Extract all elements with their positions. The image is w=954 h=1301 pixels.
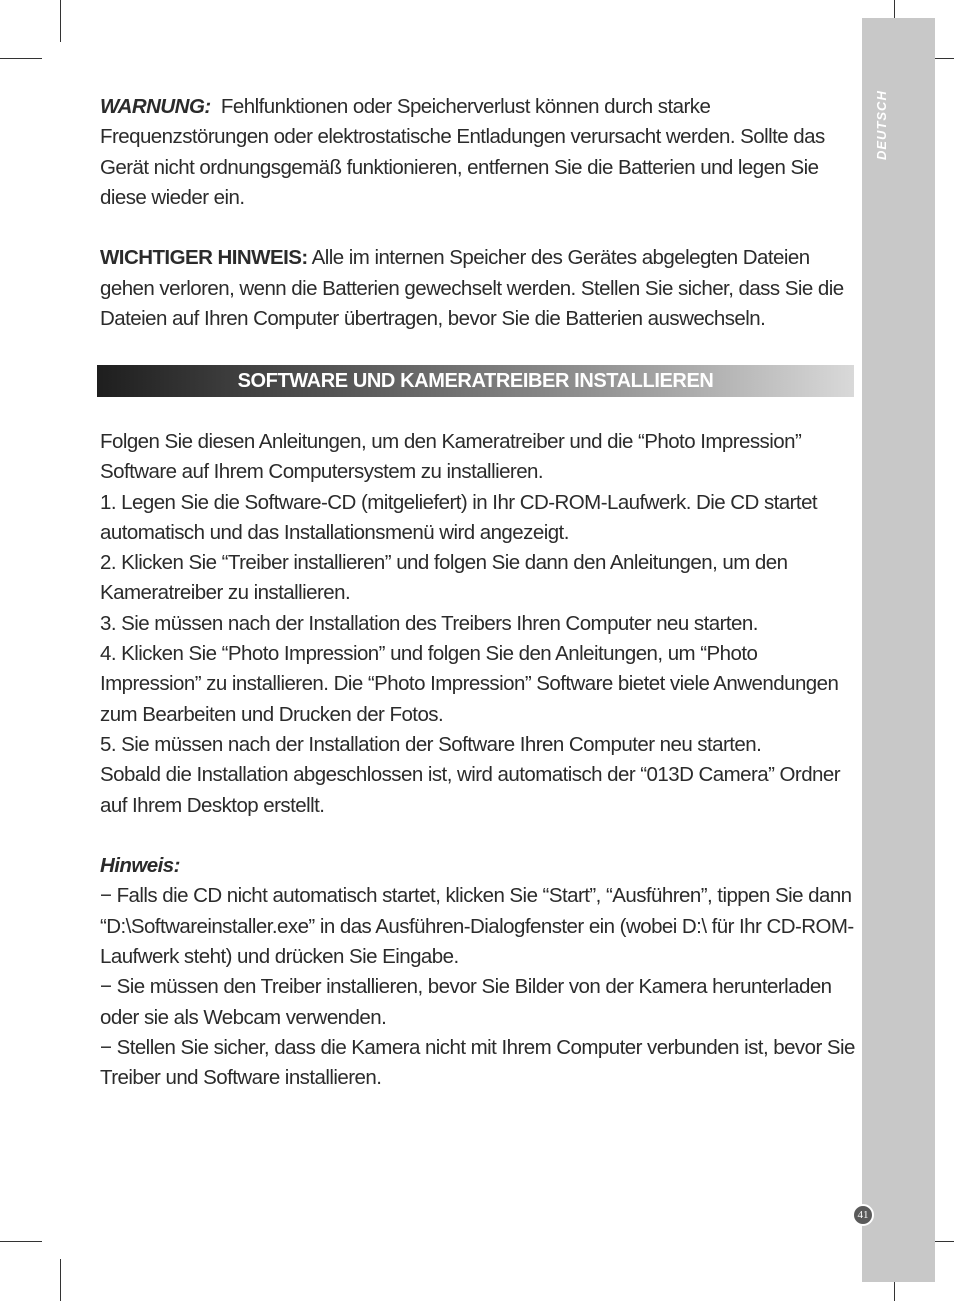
important-paragraph xyxy=(100,243,860,334)
section-heading-bar xyxy=(97,365,854,397)
language-label: DEUTSCH xyxy=(874,90,889,160)
note-item: − Falls die CD nicht automatisch startet, klicken Sie “Start”, “Ausführen”, tippen Sie dann “D:\Softwareinstaller.exe” in das Ausführen-Dialogfenster ein (wobei D:\ für Ihr CD-ROM-Laufwerk steht) und drücken Sie Eingabe. xyxy=(100,884,854,969)
warning-label: WARNUNG: xyxy=(100,95,211,118)
note-item: − Sie müssen den Treiber installieren, bevor Sie Bilder von der Kamera herunterladen oder sie als Webcam verwenden. xyxy=(100,975,832,1029)
install-instructions xyxy=(100,427,860,821)
install-step: 5. Sie müssen nach der Installation der Software Ihren Computer neu starten. xyxy=(100,732,762,756)
install-step: 4. Klicken Sie “Photo Impression” und folgen Sie den Anleitungen, um “Photo Impression” zu installieren. Die “Photo Impression” Software bietet viele Anwendungen zum Bearbeiten und Drucken der Fotos. xyxy=(100,642,839,726)
warning-paragraph xyxy=(100,92,860,213)
notice-section xyxy=(100,92,860,334)
install-step: 3. Sie müssen nach der Installation des Treibers Ihren Computer neu starten. xyxy=(100,611,758,635)
install-step: 2. Klicken Sie “Treiber installieren” und folgen Sie dann den Anleitungen, um den Kameratreiber zu installieren. xyxy=(100,551,788,605)
notes-label: Hinweis: xyxy=(100,854,180,878)
install-step: Sobald die Installation abgeschlossen ist, wird automatisch der “013D Camera” Ordner auf Ihrem Desktop erstellt. xyxy=(100,763,841,817)
install-section xyxy=(100,427,860,1094)
important-text: Alle im internen Speicher des Gerätes abgelegten Dateien gehen verloren, wenn die Batterien gewechselt werden. Stellen Sie sicher, dass Sie die Dateien auf Ihren Computer übertragen, bevor Sie die Batterien auswechseln. xyxy=(100,246,844,331)
install-intro: Folgen Sie diesen Anleitungen, um den Kameratreiber und die “Photo Impression” Software auf Ihrem Computersystem zu installieren. xyxy=(100,430,802,484)
important-label: WICHTIGER HINWEIS: xyxy=(100,246,308,270)
crop-mark xyxy=(60,1259,61,1301)
note-item: − Stellen Sie sicher, dass die Kamera nicht mit Ihrem Computer verbunden ist, bevor Sie Treiber und Software installieren. xyxy=(100,1035,855,1090)
language-sidebar xyxy=(862,18,935,1282)
section-title: SOFTWARE UND KAMERATREIBER INSTALLIEREN xyxy=(237,370,714,392)
crop-mark xyxy=(60,0,61,42)
install-step: 1. Legen Sie die Software-CD (mitgeliefert) in Ihr CD-ROM-Laufwerk. Die CD startet automatisch und das Installationsmenü wird angezeigt. xyxy=(100,490,818,544)
page-number: 41 xyxy=(852,1204,874,1226)
crop-mark xyxy=(0,58,42,59)
notes-block xyxy=(100,851,860,1093)
crop-mark xyxy=(0,1241,42,1242)
warning-text: Fehlfunktionen oder Speicherverlust können durch starke Frequenzstörungen oder elektrostatische Entladungen verursacht werden. Sollte das Gerät nicht ordnungsgemäß funktionieren, entfernen Sie die Batterien und legen Sie diese wieder ein. xyxy=(100,95,825,209)
